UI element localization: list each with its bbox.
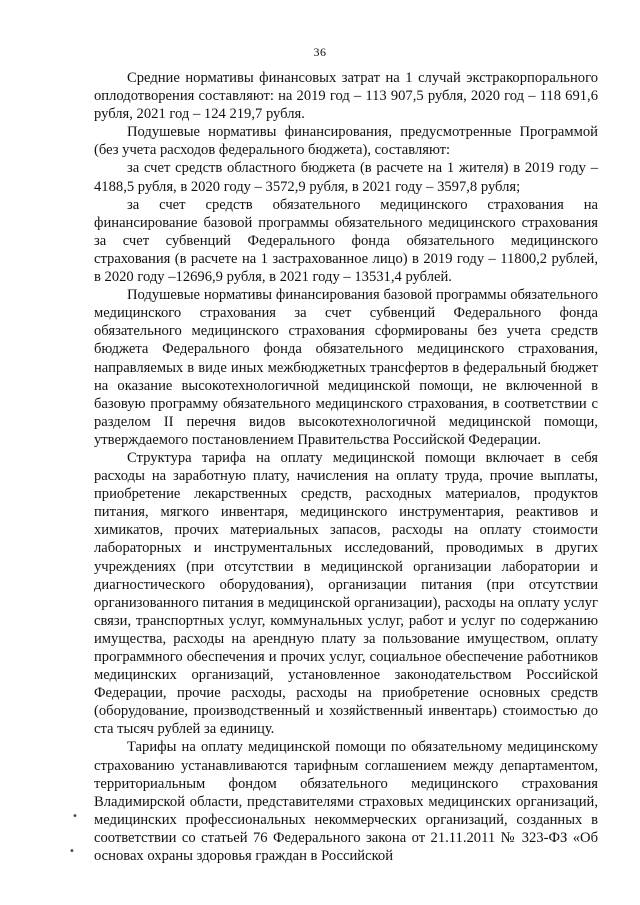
paragraph-per-capita-formation: Подушевые нормативы финансирования базовой программы обязательного медицинского страхования за счет субвенций Федерального фонда обязательного медицинского страхования сформированы без учета средств бюджета Федерального фонда обязательного медицинского страхования, направляемых в виде иных межбюджетных трансфертов в федеральный бюджет на оказание высокотехнологичной медицинской помощи, не включенной в базовую программу обязательного медицинского страхования, в соответствии с разделом II перечня видов высокотехнологичной медицинской помощи, утверждаемого постановлением Правительства Российской Федерации. [94,287,598,448]
scan-speck: • [72,811,78,822]
paragraph-tariff-agreement: Тарифы на оплату медицинской помощи по обязательному медицинскому страхованию устанавливаются тарифным соглашением между департаментом, территориальным фондом обязательного медицинского страхования Владимирской области, представителями страховых медицинских организаций, медицинских профессиональных некоммерческих организаций, созданных в соответствии со статьей 76 Федерального закона от 21.11.2011 № 323-ФЗ «Об основах охраны здоровья граждан в Российской [94,739,598,865]
paragraph-per-capita-intro: Подушевые нормативы финансирования, предусмотренные Программой (без учета расходов федерального бюджета), составляют: [94,124,598,159]
paragraph-oms-funds: за счет средств обязательного медицинского страхования на финансирование базовой программы обязательного медицинского страхования за счет субвенций Федерального фонда обязательного медицинского страхования (в расчете на 1 застрахованное лицо) в 2019 году – 11800,2 рублей, в 2020 году –12696,9 рубля, в 2021 году – 13531,4 рублей. [94,196,598,286]
paragraph-regional-budget: за счет средств областного бюджета (в расчете на 1 жителя) в 2019 году – 4188,5 рубля, в 2020 году – 3572,9 рубля, в 2021 году – 3597,8 рубля; [94,160,598,195]
page-number: 36 [313,45,327,59]
body-text [94,69,598,865]
paragraph-ivf-costs: Средние нормативы финансовых затрат на 1 случай экстракорпорального оплодотворения составляют: на 2019 год – 113 907,5 рубля, 2020 год – 118 691,6 рубля, 2021 год – 124 219,7 рубля. [94,70,598,123]
scan-speck: • [69,846,75,857]
paragraph-tariff-structure: Структура тарифа на оплату медицинской помощи включает в себя расходы на заработную плату, начисления на оплату труда, прочие выплаты, приобретение лекарственных средств, расходных материалов, продуктов питания, мягкого инвентаря, медицинского инструментария, реактивов и химикатов, прочих материальных запасов, расходы на оплату стоимости лабораторных и инструментальных исследований, проводимых в других учреждениях (при отсутствии в медицинской организации лаборатории и диагностического оборудования), организации питания (при отсутствии организованного питания в медицинской организации), расходы на оплату услуг связи, транспортных услуг, коммунальных услуг, работ и услуг по содержанию имущества, расходы на арендную плату за пользование имуществом, оплату программного обеспечения и прочих услуг, социальное обеспечение работников медицинских организаций, установленное законодательством Российской Федерации, прочие расходы, расходы на приобретение основных средств (оборудование, производственный и хозяйственный инвентарь) стоимостью до ста тысяч рублей за единицу. [94,449,598,738]
